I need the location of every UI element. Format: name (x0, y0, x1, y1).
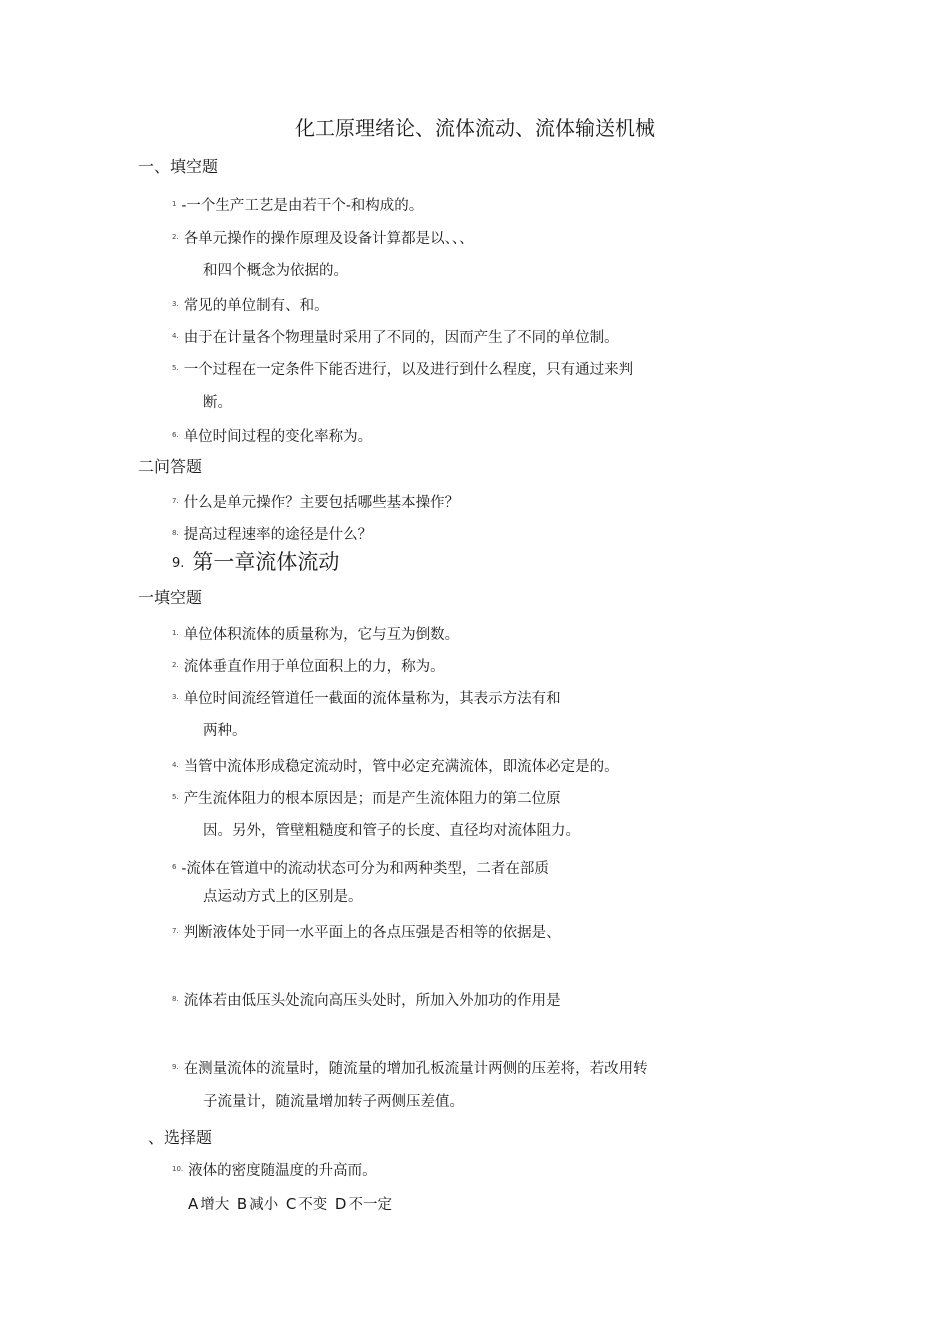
document-title: 化工原理绪论、流体流动、流体输送机械 (295, 116, 655, 140)
question-text: 各单元操作的操作原理及设备计算都是以、、、 (183, 231, 474, 247)
question-continuation: 子流量计，随流量增加转子两侧压差值。 (203, 1094, 464, 1110)
section-heading-choice: 、选择题 (148, 1128, 213, 1147)
question-continuation: 点运动方式上的区别是。 (203, 889, 363, 905)
question-number: 8. (172, 995, 179, 1003)
section-heading-fill: 一、填空题 (138, 157, 219, 176)
question-text: 由于在计量各个物理量时采用了不同的，因而产生了不同的单位制。 (183, 330, 619, 346)
question-number: 7. (172, 927, 179, 935)
question-text: -一个生产工艺是由若干个-和构成的。 (181, 198, 424, 214)
question-continuation: 断。 (203, 395, 232, 411)
option-text: 不变 (298, 1197, 328, 1213)
question-number: 6. (172, 431, 179, 439)
question-text: 单位时间流经管道任一截面的流体量称为，其表示方法有和 (183, 691, 561, 707)
option-letter: A (188, 1195, 199, 1213)
question-text: 单位体积流体的质量称为，它与互为倒数。 (183, 627, 460, 643)
question-text: 提高过程速率的途径是什么？ (183, 527, 373, 543)
question-text: 当管中流体形成稳定流动时，管中必定充满流体，即流体必定是的。 (183, 759, 619, 775)
question-item (172, 991, 561, 1011)
option-text: 增大 (200, 1197, 230, 1213)
question-text: 流体若由低压头处流向高压头处时，所加入外加功的作用是 (183, 993, 561, 1009)
option-text: 减小 (249, 1197, 279, 1213)
section-heading-fill: 一填空题 (138, 588, 203, 607)
question-text: 在测量流体的流量时，随流量的增加孔板流量计两侧的压差将，若改用转 (183, 1061, 648, 1077)
question-item (172, 493, 459, 513)
question-number: 2. (172, 233, 179, 241)
question-item (172, 1161, 377, 1181)
question-item (172, 923, 561, 943)
question-text: 一个过程在一定条件下能否进行，以及进行到什么程度，只有通过来判 (183, 362, 634, 378)
question-item (172, 296, 329, 316)
question-text: 判断液体处于同一水平面上的各点压强是否相等的依据是、 (183, 925, 561, 941)
question-text: -流体在管道中的流动状态可分为和两种类型，二者在部质 (181, 861, 549, 877)
question-number: 6 (172, 863, 177, 871)
question-number: 10. (172, 1165, 184, 1173)
question-continuation: 两种。 (203, 723, 247, 739)
question-number: 2. (172, 661, 179, 669)
section-heading-qa: 二问答题 (138, 457, 203, 476)
question-number: 3. (172, 693, 179, 701)
question-number: 5. (172, 364, 179, 372)
question-item (172, 360, 633, 380)
question-text: 产生流体阻力的根本原因是；而是产生流体阻力的第二位原 (183, 791, 561, 807)
question-text: 液体的密度随温度的升高而。 (188, 1163, 377, 1179)
option-text: 不一定 (348, 1197, 392, 1213)
question-item (172, 625, 459, 645)
question-item (172, 196, 423, 216)
option-letter: C (285, 1195, 297, 1213)
question-text: 单位时间过程的变化率称为。 (183, 429, 373, 445)
question-text: 什么是单元操作？主要包括哪些基本操作？ (183, 495, 460, 511)
question-text: 流体垂直作用于单位面积上的力，称为。 (183, 659, 445, 675)
question-number: 9. (172, 1063, 179, 1071)
question-item (172, 1059, 648, 1079)
question-number: 8. (172, 529, 179, 537)
option-letter: D (334, 1195, 347, 1213)
question-number: 1 (172, 200, 177, 208)
question-number: 7. (172, 497, 179, 505)
question-number: 1. (172, 629, 179, 637)
question-number: 5. (172, 793, 179, 801)
question-continuation: 因。另外，管壁粗糙度和管子的长度、直径均对流体阻力。 (203, 823, 580, 839)
question-number: 4. (172, 332, 179, 340)
chapter-title-text: 第一章流体流动 (192, 550, 340, 574)
question-item (172, 229, 474, 249)
question-item (172, 689, 561, 709)
question-item (172, 525, 372, 545)
question-item (172, 757, 619, 777)
question-continuation: 和四个概念为依据的。 (203, 263, 348, 279)
choice-options (188, 1193, 396, 1214)
question-item (172, 657, 445, 677)
question-text: 常见的单位制有、和。 (183, 298, 329, 314)
question-item (172, 427, 372, 447)
option-letter: B (236, 1195, 248, 1213)
chapter-title (172, 546, 339, 576)
question-number: 3. (172, 300, 179, 308)
chapter-number: 9. (172, 556, 185, 571)
question-item (172, 789, 561, 809)
question-number: 4. (172, 761, 179, 769)
question-item (172, 859, 549, 879)
question-item (172, 328, 619, 348)
